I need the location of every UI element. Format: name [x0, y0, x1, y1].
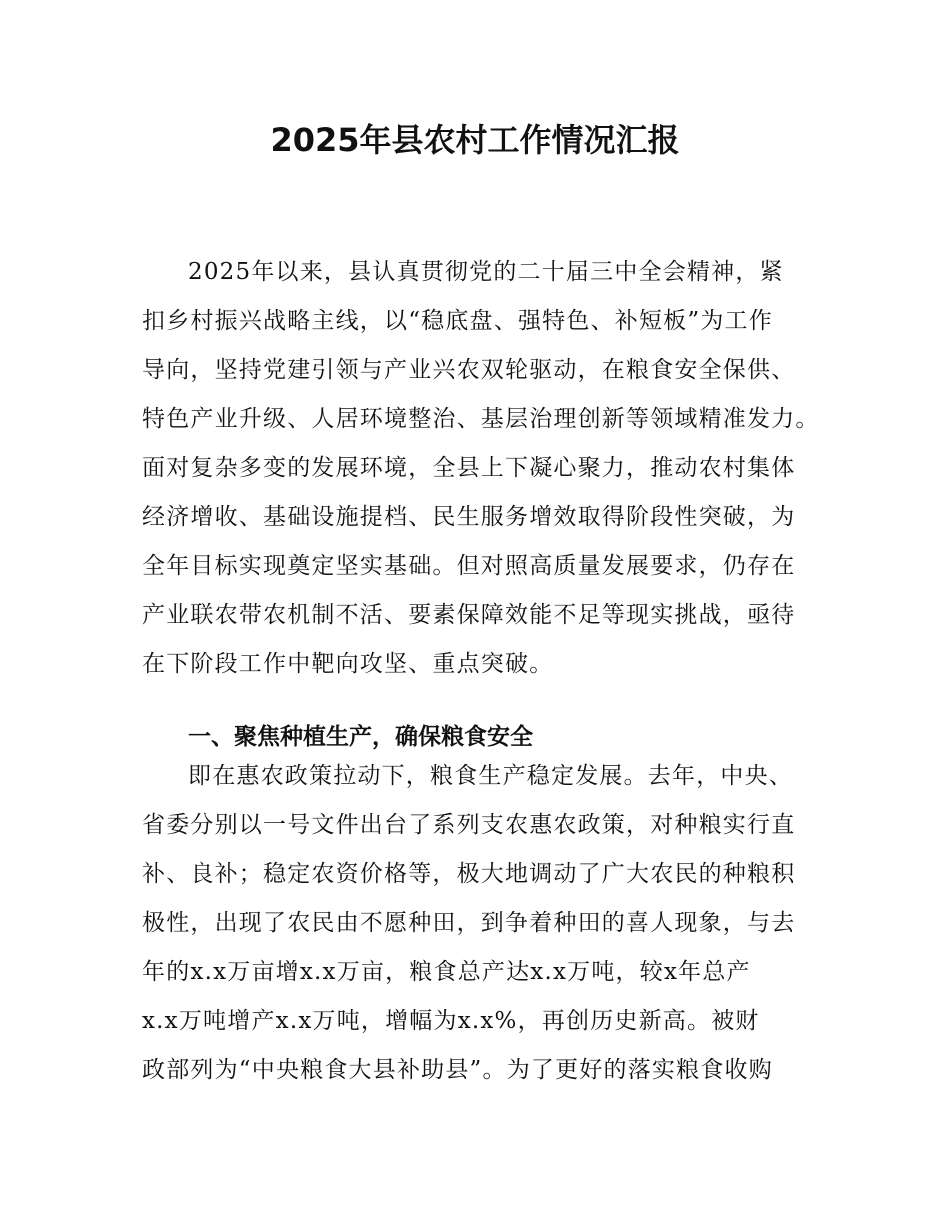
- section1-paragraph: [142, 752, 832, 1095]
- section1-line: 政部列为“中央粮食大县补助县”。为了更好的落实粮食收购: [142, 1057, 773, 1083]
- section1-line: 即在惠农政策拉动下，粮食生产稳定发展。去年，中央、: [188, 763, 793, 789]
- intro-line: 经济增收、基础设施提档、民生服务增效取得阶段性突破，为: [142, 504, 796, 530]
- intro-line: 扣乡村振兴战略主线，以“稳底盘、强特色、补短板”为工作: [142, 308, 773, 334]
- section-heading: 一、聚焦种植生产，确保粮食安全: [188, 724, 533, 750]
- section1-line: 补、良补；稳定农资价格等，极大地调动了广大农民的种粮积: [142, 861, 796, 887]
- intro-line: 在下阶段工作中靶向攻坚、重点突破。: [142, 651, 554, 677]
- intro-line: 特色产业升级、人居环境整治、基层治理创新等领域精准发力。: [142, 406, 820, 432]
- section1-line: x.x万吨增产x.x万吨，增幅为x.x%，再创历史新高。被财: [142, 1008, 760, 1034]
- intro-line: 全年目标实现奠定坚实基础。但对照高质量发展要求，仍存在: [142, 553, 796, 579]
- document-title: 2025年县农村工作情况汇报: [270, 121, 680, 159]
- intro-paragraph: [142, 248, 832, 689]
- section1-line: 省委分别以一号文件出台了系列支农惠农政策，对种粮实行直: [142, 812, 796, 838]
- intro-line: 产业联农带农机制不活、要素保障效能不足等现实挑战，亟待: [142, 602, 796, 628]
- intro-line: 面对复杂多变的发展环境，全县上下凝心聚力，推动农村集体: [142, 455, 796, 481]
- intro-line: 导向，坚持党建引领与产业兴农双轮驱动，在粮食安全保供、: [142, 357, 796, 383]
- section1-line: 极性，出现了农民由不愿种田，到争着种田的喜人现象，与去: [142, 910, 796, 936]
- section1-line: 年的x.x万亩增x.x万亩，粮食总产达x.x万吨，较x年总产: [142, 959, 751, 985]
- intro-line: 2025年以来，县认真贯彻党的二十届三中全会精神，紧: [188, 259, 784, 285]
